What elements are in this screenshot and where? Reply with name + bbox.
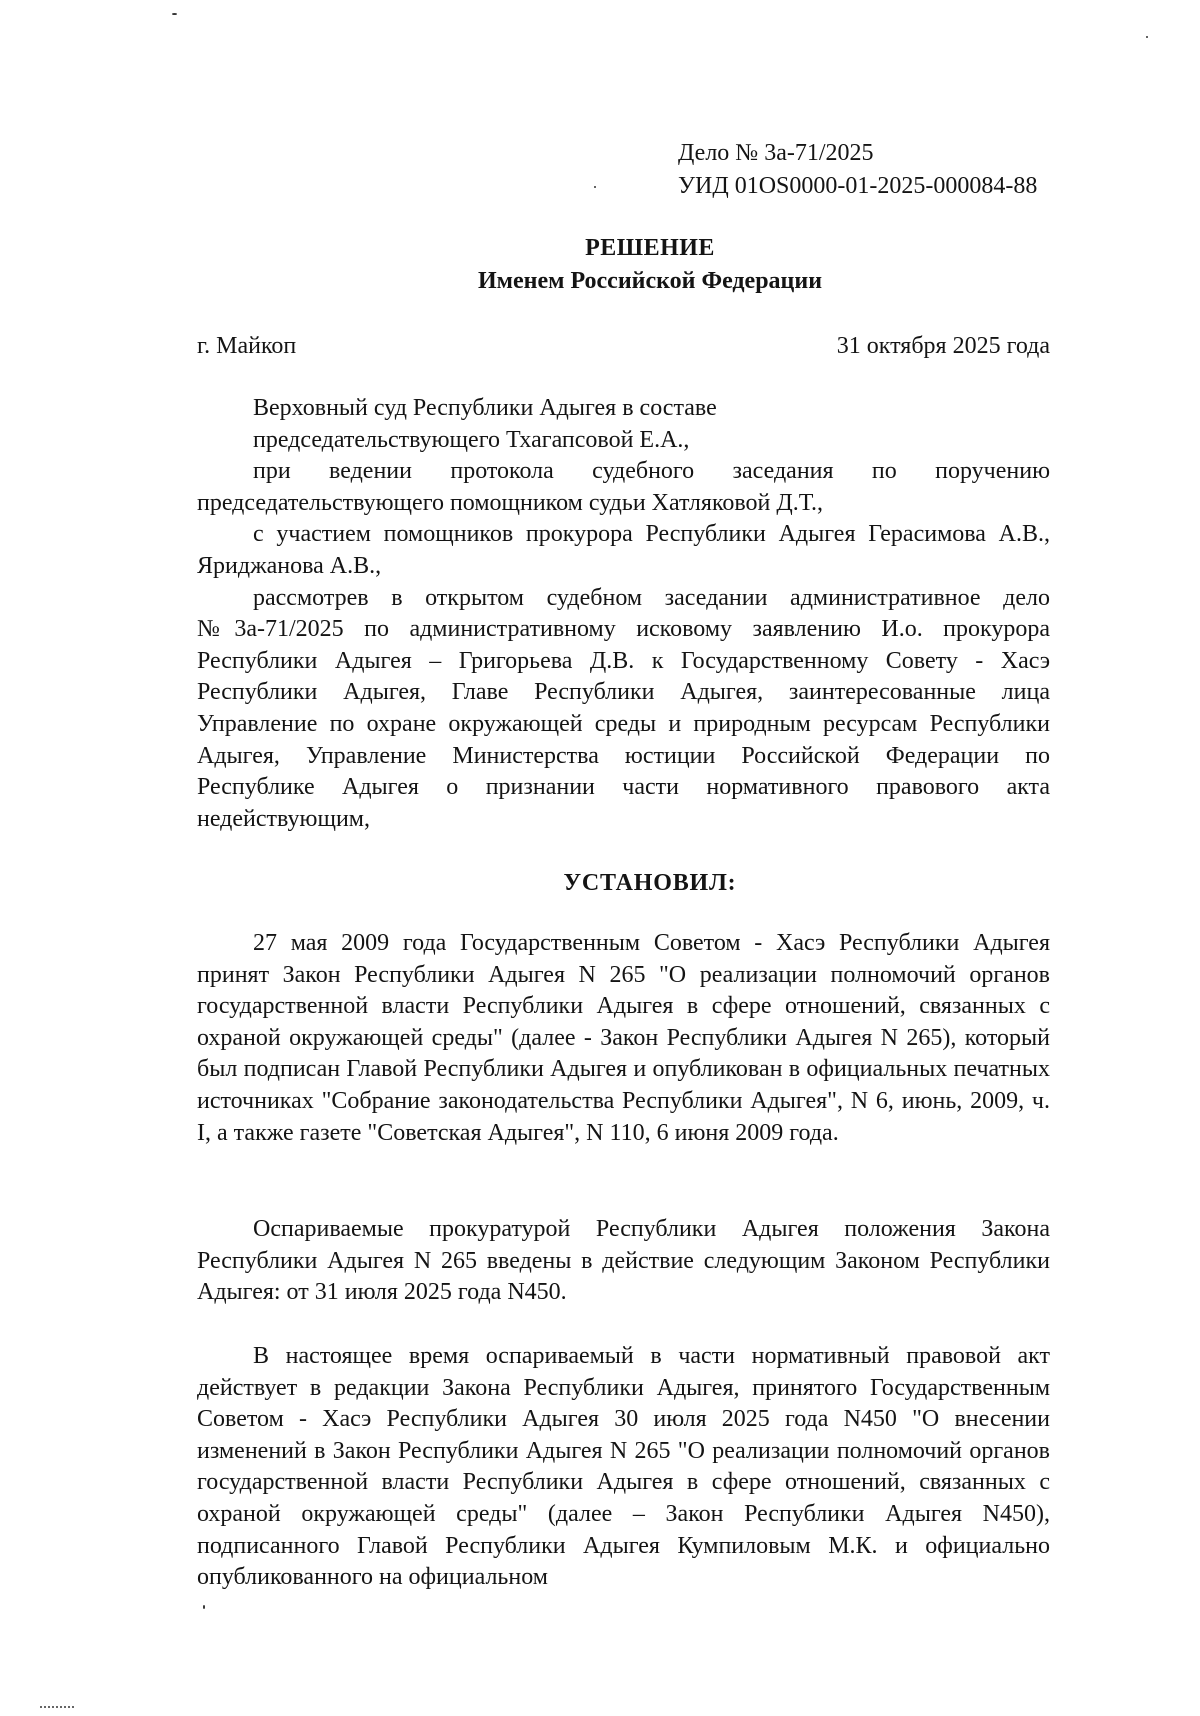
scan-edge-mark (40, 1706, 76, 1708)
scan-speck (172, 13, 177, 15)
presiding-judge-line: председательствующего Тхагапсовой Е.А., (253, 426, 690, 453)
facts-paragraph-block (197, 928, 1050, 1149)
contested-paragraph-block (197, 1214, 1050, 1309)
decision-subtitle: Именем Российской Федерации (477, 268, 823, 294)
decision-title-block (0, 232, 1200, 298)
scan-speck (203, 1605, 205, 1609)
case-info (678, 137, 1037, 203)
protocol-line: при ведении протокола судебного заседания по поручению председательствующего помощником судьи Хатляковой Д.Т., (197, 458, 1050, 516)
court-composition (197, 393, 1050, 835)
decision-place: г. Майкоп (197, 333, 297, 359)
place-date-line (197, 330, 1050, 363)
current-edition-paragraph: В настоящее время оспариваемый в части нормативный правовой акт действует в редакции Закона Республики Адыгея, принятого Государственным Советом - Хасэ Республики Адыгея 30 июля 2025 года N450 "О внесении изменений в Закон Республики Адыгея N 265 "О реализации полномочий органов государственной власти Республики Адыгея в сфере отношений, связанных с охраной окружающей среды" (далее – Закон Республики Адыгея N450), подписанного Главой Республики Адыгея Кумпиловым М.К. и официально опубликованного на официальном (197, 1343, 1050, 1591)
decision-title: РЕШЕНИЕ (585, 235, 715, 261)
facts-paragraph: 27 мая 2009 года Государственным Советом - Хасэ Республики Адыгея принят Закон Республики Адыгея N 265 "О реализации полномочий органов государственной власти Республики Адыгея в сфере отношений, связанных с охраной окружающей среды" (далее - Закон Республики Адыгея N 265), который был подписан Главой Республики Адыгея и опубликован в официальных печатных источниках "Собрание законодательства Республики Адыгея", N 6, июнь, 2009, ч. I, а также газете "Советская Адыгея", N 110, 6 июня 2009 года. (197, 930, 1050, 1146)
scan-speck (594, 186, 596, 188)
case-number: Дело № 3а-71/2025 (678, 140, 874, 166)
case-uid: УИД 01OS0000-01-2025-000084-88 (678, 173, 1038, 199)
scan-speck (1146, 36, 1148, 38)
contested-paragraph: Оспариваемые прокуратурой Республики Адыгея положения Закона Республики Адыгея N 265 введены в действие следующим Законом Республики Адыгея: от 31 июля 2025 года N450. (197, 1216, 1050, 1306)
case-description-paragraph: рассмотрев в открытом судебном заседании административное дело №3а-71/2025 по административному исковому заявлению И.о. прокурора Республики Адыгея – Григорьева Д.В. к Государственному Совету - Хасэ Республики Адыгея, Главе Республики Адыгея, заинтересованные лица Управление по охране окружающей среды и природным ресурсам Республики Адыгея, Управление Министерства юстиции Российской Федерации по Республике Адыгея о признании части нормативного правового акта недействующим, (197, 584, 1050, 832)
current-paragraph-block (197, 1341, 1050, 1594)
prosecutors-line: с участием помощников прокурора Республики Адыгея Герасимова А.В., Яриджанова А.В., (197, 521, 1050, 579)
decision-date: 31 октября 2025 года (836, 333, 1050, 359)
established-heading: УСТАНОВИЛ: (563, 870, 737, 896)
court-line: Верховный суд Республики Адыгея в составе (253, 395, 717, 421)
